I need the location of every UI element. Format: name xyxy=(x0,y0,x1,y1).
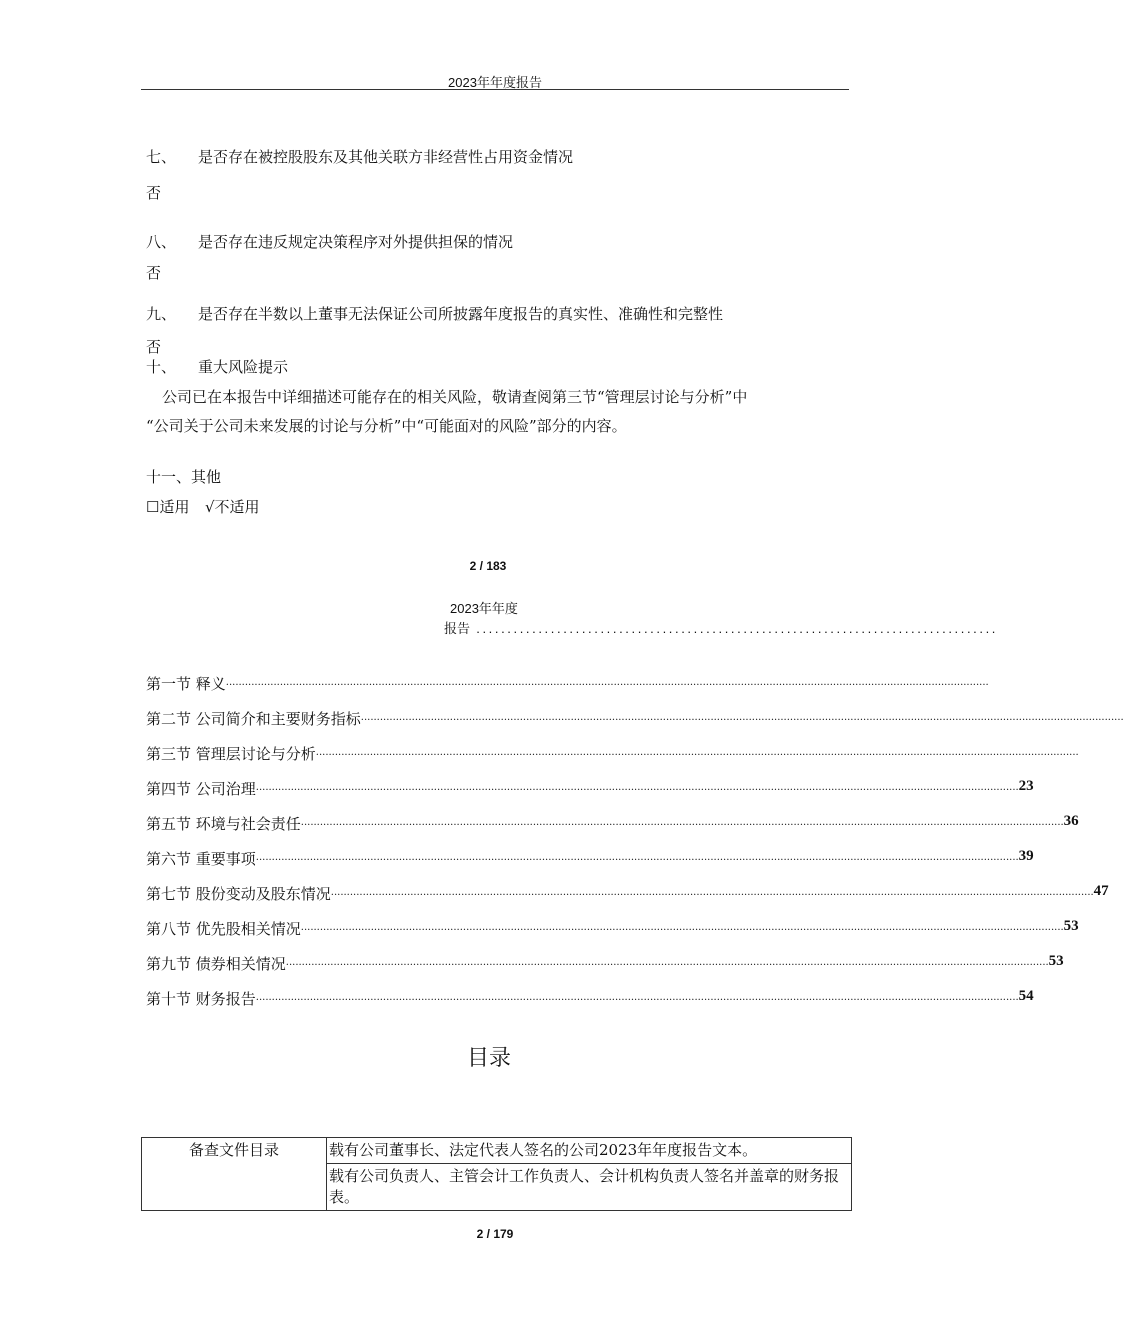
toc-leader xyxy=(256,848,1019,868)
toc-leader xyxy=(331,883,1094,903)
toc-entry[interactable] xyxy=(146,988,1034,1008)
other-title: 十一、其他 xyxy=(146,468,222,486)
toc-entry[interactable] xyxy=(146,708,918,728)
toc-header-text: 报告 xyxy=(444,621,471,636)
section-title: 是否存在违反规定决策程序对外提供担保的情况 xyxy=(198,233,514,251)
toc-leader xyxy=(226,673,989,693)
toc-leader xyxy=(256,988,1019,1008)
section-title: 重大风险提示 xyxy=(198,358,289,376)
risk-text-line: 公司已在本报告中详细描述可能存在的相关风险，敬请查阅第三节“管理层讨论与分析”中 xyxy=(162,388,748,406)
toc-leader xyxy=(316,743,1079,763)
toc-title: 目录 xyxy=(466,1046,511,1071)
toc-page: 39 xyxy=(1018,848,1034,864)
option-applicable[interactable]: ☐适用 xyxy=(146,498,190,516)
section-title: 是否存在被控股股东及其他关联方非经营性占用资金情况 xyxy=(198,148,574,166)
toc-entry[interactable] xyxy=(146,848,1034,868)
section-num: 七、 xyxy=(146,148,177,166)
toc-entry[interactable] xyxy=(146,743,918,763)
toc-entry[interactable] xyxy=(146,953,1064,973)
section-answer: 否 xyxy=(146,184,162,202)
section-answer: 否 xyxy=(146,338,162,356)
toc-label: 第二节 公司简介和主要财务指标 xyxy=(146,710,361,728)
toc-page: 36 xyxy=(1063,813,1079,829)
table-cell: 载有公司负责人、主管会计工作负责人、会计机构负责人签名并盖章的财务报表。 xyxy=(327,1164,852,1211)
reference-documents-table xyxy=(141,1137,852,1211)
toc-entry[interactable] xyxy=(146,673,927,693)
toc-entry[interactable] xyxy=(146,883,1109,903)
page-number: 2 / 179 xyxy=(476,1227,514,1241)
page-number: 2 / 183 xyxy=(469,559,507,573)
toc-header-line1: 2023年年度 xyxy=(450,601,518,616)
toc-leader xyxy=(286,953,1049,973)
toc-page: 54 xyxy=(1018,988,1034,1004)
toc-page: 47 xyxy=(1093,883,1109,899)
table-cell: 载有公司董事长、法定代表人签名的公司2023年年度报告文本。 xyxy=(327,1138,852,1164)
toc-label: 第八节 优先股相关情况 xyxy=(146,920,301,938)
table-label: 备查文件目录 xyxy=(142,1138,327,1211)
toc-entry[interactable] xyxy=(146,813,1079,833)
risk-text-line: “公司关于公司未来发展的讨论与分析”中“可能面对的风险”部分的内容。 xyxy=(146,417,627,435)
toc-page: 53 xyxy=(1048,953,1064,969)
page-header: 2023年年度报告 xyxy=(448,75,542,90)
section-num: 十、 xyxy=(146,358,177,376)
toc-page: 53 xyxy=(1063,918,1079,934)
section-num: 八、 xyxy=(146,233,177,251)
toc-label: 第六节 重要事项 xyxy=(146,850,256,868)
toc-header-line2: 报告 .................................................................................... xyxy=(444,621,999,636)
toc-label: 第四节 公司治理 xyxy=(146,780,256,798)
toc-leader xyxy=(256,778,1019,798)
toc-entry[interactable] xyxy=(146,918,1079,938)
toc-label: 第一节 释义 xyxy=(146,675,226,693)
section-num: 九、 xyxy=(146,305,177,323)
toc-leader xyxy=(301,918,1064,938)
toc-label: 第七节 股份变动及股东情况 xyxy=(146,885,331,903)
header-rule xyxy=(141,89,849,90)
toc-label: 第九节 债券相关情况 xyxy=(146,955,286,973)
toc-leader xyxy=(361,708,1124,728)
toc-leader xyxy=(301,813,1064,833)
section-answer: 否 xyxy=(146,264,162,282)
section-title: 是否存在半数以上董事无法保证公司所披露年度报告的真实性、准确性和完整性 xyxy=(198,305,724,323)
toc-label: 第五节 环境与社会责任 xyxy=(146,815,301,833)
option-not-applicable[interactable]: √不适用 xyxy=(205,498,260,516)
toc-entry[interactable] xyxy=(146,778,1034,798)
toc-label: 第三节 管理层讨论与分析 xyxy=(146,745,316,763)
toc-page: 23 xyxy=(1018,778,1034,794)
toc-label: 第十节 财务报告 xyxy=(146,990,256,1008)
